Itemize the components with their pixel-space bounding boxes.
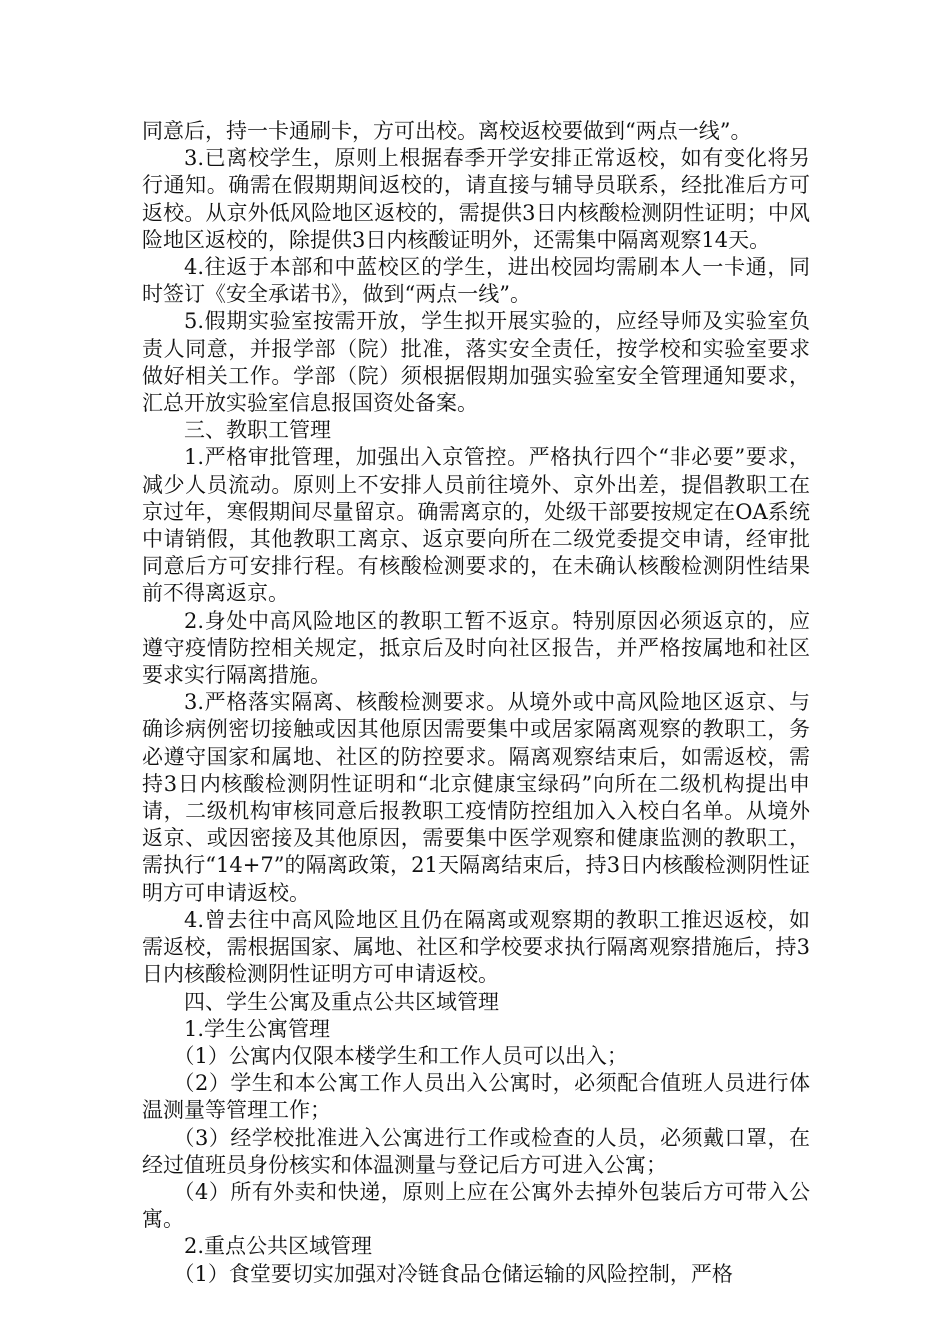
list-item-dorm-4: （4）所有外卖和快递，原则上应在公寓外去掉外包装后方可带入公寓。	[142, 1179, 810, 1232]
paragraph-staff-delay: 4.曾去往中高风险地区且仍在隔离或观察期的教职工推迟返校，如需返校，需根据国家、属地、社区和学校要求执行隔离观察措施后，持3日内核酸检测阴性证明方可申请返校。	[142, 907, 810, 987]
list-item-dorm-3: （3）经学校批准进入公寓进行工作或检查的人员，必须戴口罩，在经过值班员身份核实和体温测量与登记后方可进入公寓；	[142, 1125, 810, 1177]
paragraph-campus-commute: 4.往返于本部和中蓝校区的学生，进出校园均需刷本人一卡通，同时签订《安全承诺书》，做到“两点一线”。	[142, 255, 810, 307]
list-item-public-1: （1）食堂要切实加强对冷链食品仓储运输的风险控制，严格	[173, 1261, 733, 1286]
document-page	[142, 118, 810, 1288]
paragraph-continuation: 同意后，持一卡通刷卡，方可出校。离校返校要做到“两点一线”。	[142, 119, 752, 143]
paragraph-student-return: 3.已离校学生，原则上根据春季开学安排正常返校，如有变化将另行通知。确需在假期期间返校的，请直接与辅导员联系，经批准后方可返校。从京外低风险地区返校的，需提供3日内核酸检测阴性证明；中风险地区返校的，除提供3日内核酸证明外，还需集中隔离观察14天。	[142, 146, 810, 252]
list-item-dorm-2: （2）学生和本公寓工作人员出入公寓时，必须配合值班人员进行体温测量等管理工作；	[142, 1071, 810, 1123]
section-heading-staff: 三、教职工管理	[184, 418, 331, 443]
paragraph-staff-approval: 1.严格审批管理，加强出入京管控。严格执行四个“非必要”要求，减少人员流动。原则上不安排人员前往境外、京外出差，提倡教职工在京过年，寒假期间尽量留京。确需离京的，处级干部要按规定在OA系统中请销假，其他教职工离京、返京要向所在二级党委提交申请，经审批同意后方可安排行程。有核酸检测要求的，在未确认核酸检测阴性结果前不得离返京。	[142, 445, 810, 606]
subheading-dorm-management: 1.学生公寓管理	[184, 1016, 331, 1041]
paragraph-staff-quarantine: 3.严格落实隔离、核酸检测要求。从境外或中高风险地区返京、与确诊病例密切接触或因其他原因需要集中或居家隔离观察的教职工，务必遵守国家和属地、社区的防控要求。隔离观察结束后，如需返校，需持3日内核酸检测阴性证明和“北京健康宝绿码”向所在二级机构提出申请，二级机构审核同意后报教职工疫情防控组加入入校白名单。从境外返京、或因密接及其他原因，需要集中医学观察和健康监测的教职工，需执行“14+7”的隔离政策，21天隔离结束后，持3日内核酸检测阴性证明方可申请返校。	[142, 690, 810, 905]
section-heading-dorms: 四、学生公寓及重点公共区域管理	[184, 989, 499, 1014]
paragraph-staff-risk-areas: 2.身处中高风险地区的教职工暂不返京。特别原因必须返京的，应遵守疫情防控相关规定，抵京后及时向社区报告，并严格按属地和社区要求实行隔离措施。	[142, 608, 810, 688]
list-item-dorm-1: （1）公寓内仅限本楼学生和工作人员可以出入；	[173, 1043, 628, 1068]
paragraph-lab-access: 5.假期实验室按需开放，学生拟开展实验的，应经导师及实验室负责人同意，并报学部（院）批准，落实安全责任，按学校和实验室要求做好相关工作。学部（院）须根据假期加强实验室安全管理通知要求，汇总开放实验室信息报国资处备案。	[142, 309, 810, 416]
subheading-public-areas: 2.重点公共区域管理	[184, 1234, 373, 1259]
